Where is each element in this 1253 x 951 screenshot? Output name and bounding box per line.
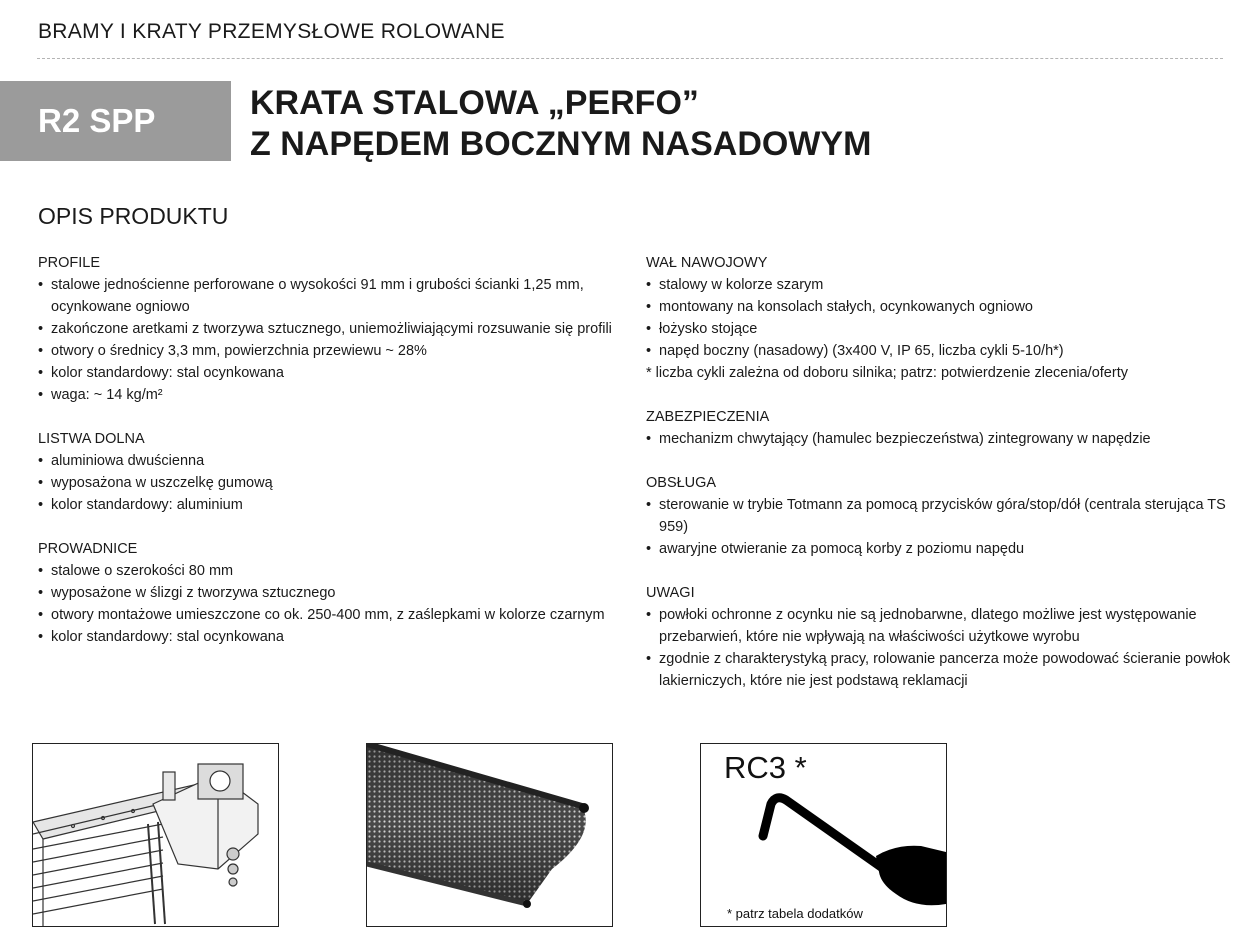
product-title-line2: Z NAPĘDEM BOCZNYM NASADOWYM — [250, 125, 872, 163]
group-heading: OBSŁUGA — [646, 475, 717, 491]
product-code: R2 SPP — [38, 102, 156, 139]
list-item: • kolor standardowy: stal ocynkowana — [38, 362, 628, 384]
left-column — [38, 252, 628, 670]
group-obsluga — [646, 472, 1236, 560]
group-wal — [646, 252, 1236, 384]
group-heading: WAŁ NAWOJOWY — [646, 255, 768, 271]
list-item: • aluminiowa dwuścienna — [38, 450, 628, 472]
footnote: * liczba cykli zależna od doboru silnika; patrz: potwierdzenie zlecenia/oferty — [646, 365, 1128, 381]
list-item: • otwory o średnicy 3,3 mm, powierzchnia przewiewu ~ 28% — [38, 340, 628, 362]
list-item: • kolor standardowy: stal ocynkowana — [38, 626, 628, 648]
group-listwa — [38, 428, 628, 516]
drive-illustration — [32, 743, 279, 927]
list-item: • sterowanie w trybie Totmann za pomocą przycisków góra/stop/dół (centrala sterująca TS 959) — [646, 494, 1236, 538]
list-item: • napęd boczny (nasadowy) (3x400 V, IP 65, liczba cykli 5-10/h*) — [646, 340, 1236, 362]
section-title: OPIS PRODUKTU — [38, 203, 229, 229]
category-header: BRAMY I KRATY PRZEMYSŁOWE ROLOWANE — [38, 20, 505, 43]
list-item: • otwory montażowe umieszczone co ok. 250-400 mm, z zaślepkami w kolorze czarnym — [38, 604, 628, 626]
rc3-security-illustration — [700, 743, 947, 927]
group-heading: UWAGI — [646, 585, 695, 601]
group-heading: PROWADNICE — [38, 541, 138, 557]
list-item: • zakończone aretkami z tworzywa sztucznego, uniemożliwiającymi rozsuwanie się profili — [38, 318, 628, 340]
rc3-footnote: * patrz tabela dodatków — [727, 906, 863, 921]
list-item: • awaryjne otwieranie za pomocą korby z poziomu napędu — [646, 538, 1236, 560]
list-item: • wyposażone w ślizgi z tworzywa sztucznego — [38, 582, 628, 604]
perforated-profile-illustration — [366, 743, 613, 927]
crowbar-icon — [701, 744, 946, 926]
list-item: • kolor standardowy: aluminium — [38, 494, 628, 516]
product-title — [250, 83, 871, 165]
list-item: • waga: ~ 14 kg/m² — [38, 384, 628, 406]
list-item: • stalowe o szerokości 80 mm — [38, 560, 628, 582]
drive-mechanism-icon — [33, 744, 278, 926]
list-item: • wyposażona w uszczelkę gumową — [38, 472, 628, 494]
list-item: • mechanizm chwytający (hamulec bezpieczeństwa) zintegrowany w napędzie — [646, 428, 1236, 450]
perforated-slat-icon — [367, 744, 612, 926]
product-title-line1: KRATA STALOWA „PERFO” — [250, 84, 699, 122]
group-heading: PROFILE — [38, 255, 101, 271]
list-item: • stalowe jednościenne perforowane o wysokości 91 mm i grubości ścianki 1,25 mm, ocynkowane ogniowo — [38, 274, 628, 318]
group-heading: LISTWA DOLNA — [38, 431, 145, 447]
list-item: • powłoki ochronne z ocynku nie są jednobarwne, dlatego możliwe jest występowanie przebarwień, które nie wpływają na właściwości użytkowe wyrobu — [646, 604, 1236, 648]
group-prowadnice — [38, 538, 628, 648]
right-column — [646, 252, 1236, 714]
product-code-badge — [0, 81, 231, 161]
dashed-divider — [37, 58, 1223, 59]
group-profile — [38, 252, 628, 406]
list-item: • montowany na konsolach stałych, ocynkowanych ogniowo — [646, 296, 1236, 318]
group-heading: ZABEZPIECZENIA — [646, 409, 770, 425]
group-zabezpieczenia — [646, 406, 1236, 450]
list-item: • stalowy w kolorze szarym — [646, 274, 1236, 296]
rc3-label: RC3 * — [724, 750, 807, 785]
list-item: • zgodnie z charakterystyką pracy, rolowanie pancerza może powodować ścieranie powłok lakierniczych, które nie jest podstawą reklamacji — [646, 648, 1236, 692]
group-uwagi — [646, 582, 1236, 692]
list-item: • łożysko stojące — [646, 318, 1236, 340]
